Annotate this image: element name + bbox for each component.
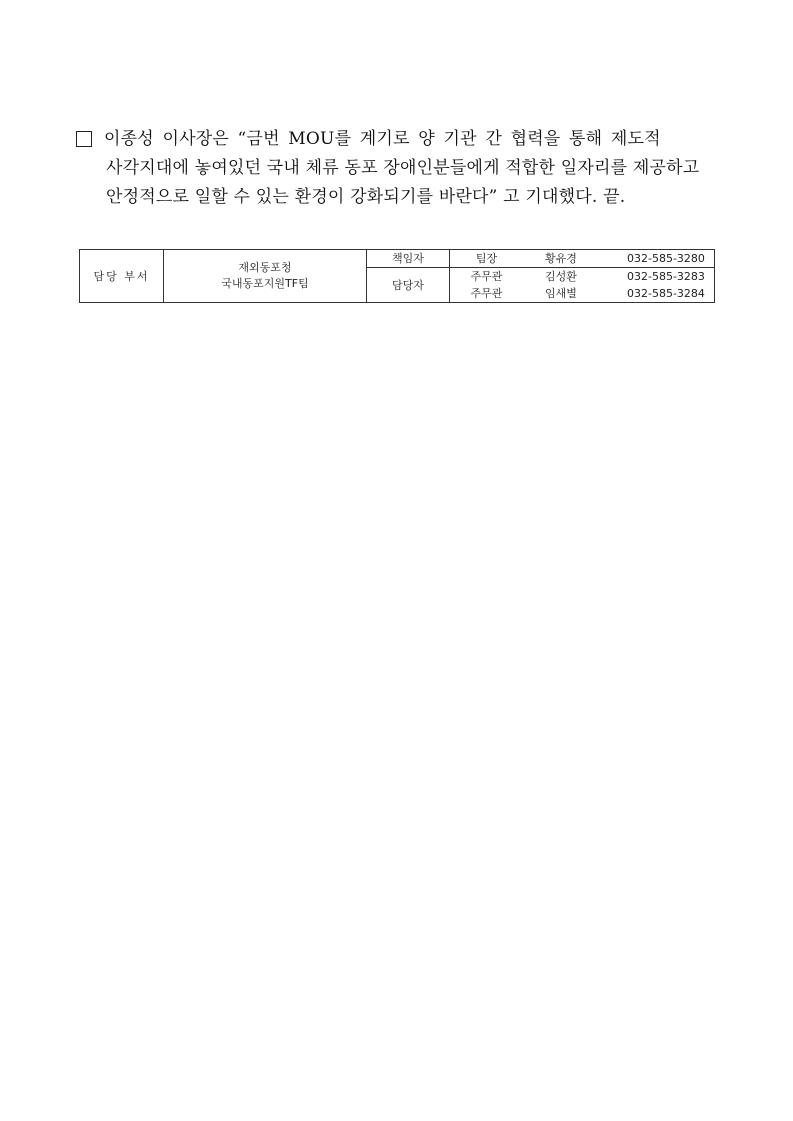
paragraph-line-1: 이종성 이사장은 “금번 MOU를 계기로 양 기관 간 협력을 통해 제도적 [104,129,661,149]
name-cell: 임새별 [523,285,599,303]
phone-cell: 032-585-3280 [599,250,715,268]
paragraph-line-2: 사각지대에 놓여있던 국내 체류 동포 장애인분들에게 적합한 일자리를 제공하고 [106,158,700,178]
dept-name-line-1: 재외동포청 [238,261,292,274]
dept-name [164,250,367,303]
role-cell: 담당자 [367,268,450,303]
title-cell: 주무관 [450,285,524,303]
name-cell: 황유경 [523,250,599,268]
closing-paragraph [76,125,726,212]
table-row [80,250,715,268]
dept-name-line-2: 국내동포지원TF팀 [221,277,309,290]
contact-table [79,249,715,303]
title-cell: 주무관 [450,268,524,286]
checkbox-bullet-icon [76,131,92,147]
phone-cell: 032-585-3283 [599,268,715,286]
phone-cell: 032-585-3284 [599,285,715,303]
paragraph-line-3: 안정적으로 일할 수 있는 환경이 강화되기를 바란다” 고 기대했다. 끝. [106,187,626,207]
title-cell: 팀장 [450,250,524,268]
role-cell: 책임자 [367,250,450,268]
dept-label: 담당 부서 [80,250,164,303]
name-cell: 김성환 [523,268,599,286]
